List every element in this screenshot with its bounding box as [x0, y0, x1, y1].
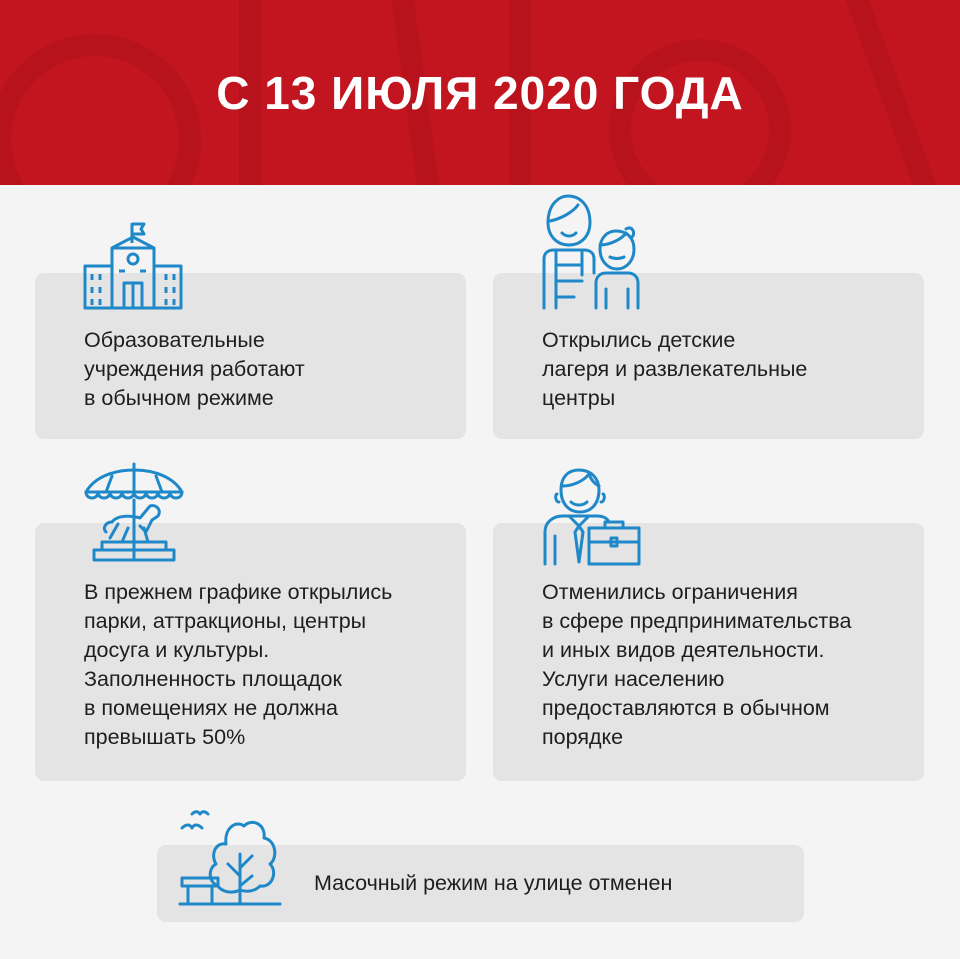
school-building-icon: [82, 221, 186, 311]
card-text: Открылись детские лагеря и развлекательные центры: [542, 328, 808, 410]
header-banner: [0, 0, 960, 185]
adult-and-child-icon: [540, 193, 640, 311]
card-text: Масочный режим на улице отменен: [314, 871, 673, 895]
carousel-icon: [82, 462, 186, 564]
card-text: Образовательные учреждения работают в обычном режиме: [84, 328, 305, 410]
businessman-briefcase-icon: [541, 466, 643, 566]
park-tree-bench-icon: [178, 806, 282, 908]
page-title: С 13 ИЮЛЯ 2020 ГОДА: [216, 67, 744, 119]
card-text: В прежнем графике открылись парки, аттракционы, центры досуга и культуры. Заполненность площадок в помещениях не должна превышать 50%: [84, 580, 393, 749]
card-text: Отменились ограничения в сфере предпринимательства и иных видов деятельности. Услуги населению предоставляются в обычном порядке: [542, 580, 852, 749]
